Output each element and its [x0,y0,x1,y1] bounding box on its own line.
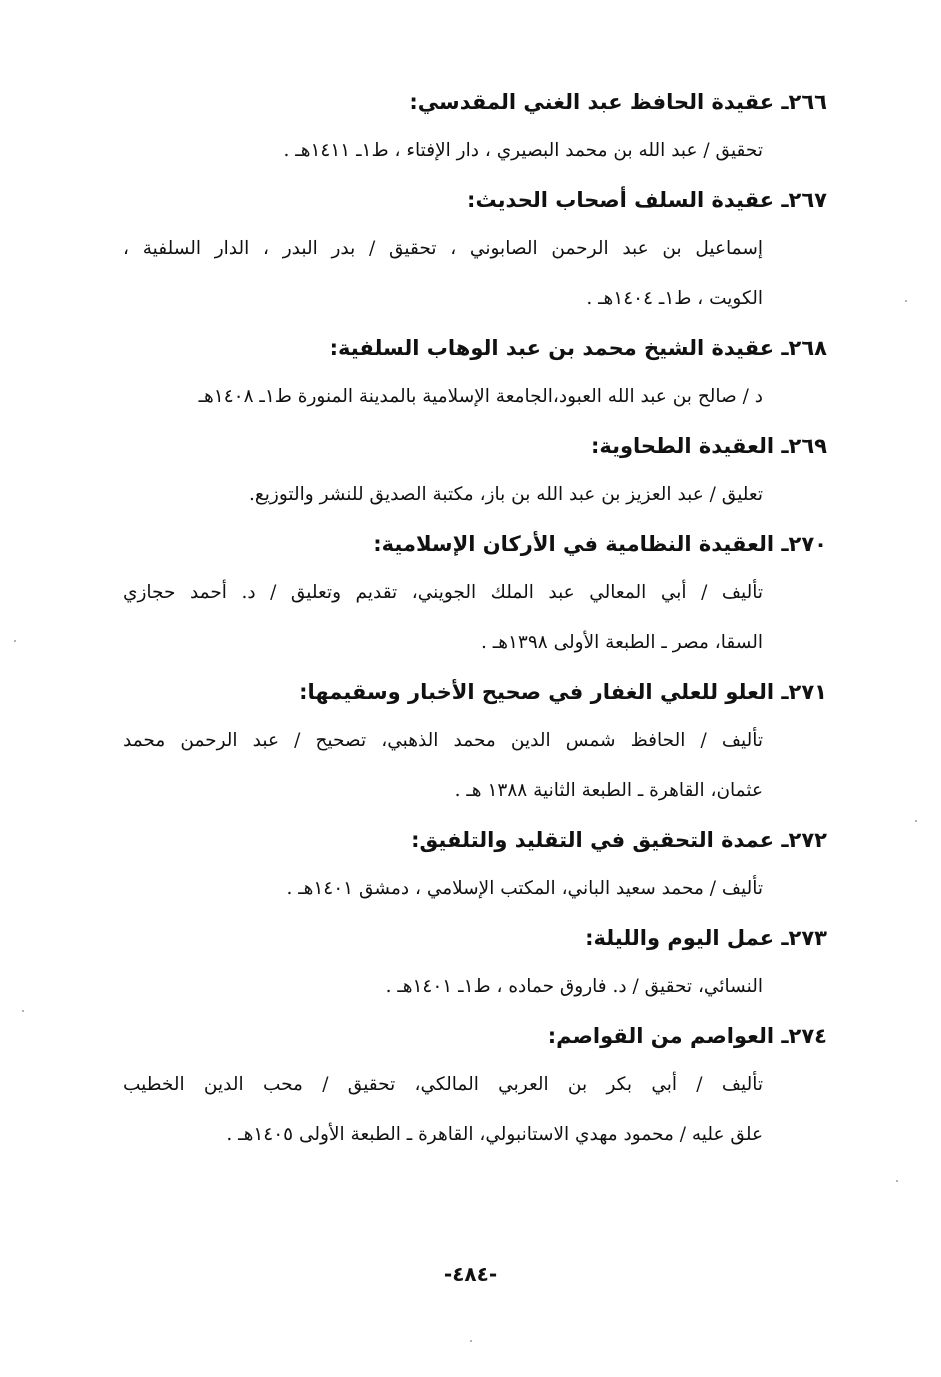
entry-heading: ٢٦٩ـ العقيدة الطحاوية: [590,434,827,458]
entry-detail-line: علق عليه / محمود مهدي الاستانبولي، القاهرة ـ الطبعة الأولى ١٤٠٥هـ . [226,1124,763,1145]
entry-detail-line: تحقيق / عبد الله بن محمد البصيري ، دار الإفتاء ، ط١ـ ١٤١١هـ . [283,140,763,161]
entry-273 [123,914,827,1012]
entry-heading: ٢٦٨ـ عقيدة الشيخ محمد بن عبد الوهاب السلفية: [329,336,827,360]
scan-speck [896,1180,898,1182]
entry-269 [123,422,827,520]
entry-272 [123,816,827,914]
entry-271 [123,668,827,816]
entry-detail-line: تأليف / الحافظ شمس الدين محمد الذهبي، تصحيح / عبد الرحمن محمد [123,730,763,751]
entry-268 [123,324,827,422]
entry-267 [123,176,827,324]
entry-heading: ٢٧١ـ العلو للعلي الغفار في صحيح الأخبار وسقيمها: [299,680,827,704]
entry-heading: ٢٦٧ـ عقيدة السلف أصحاب الحديث: [467,188,827,212]
entry-detail-line: عثمان، القاهرة ـ الطبعة الثانية ١٣٨٨ هـ . [454,780,763,801]
entry-heading: ٢٧٤ـ العواصم من القواصم: [547,1024,827,1048]
entry-detail-line: النسائي، تحقيق / د. فاروق حماده ، ط١ـ ١٤٠١هـ . [385,976,763,997]
entry-detail-line: تأليف / أبي بكر بن العربي المالكي، تحقيق / محب الدين الخطيب [123,1074,763,1095]
scan-speck [905,300,907,302]
entry-detail-line: تعليق / عبد العزيز بن عبد الله بن باز، مكتبة الصديق للنشر والتوزيع. [249,484,763,505]
bibliography-list [123,78,827,1160]
entry-detail-line: السقا، مصر ـ الطبعة الأولى ١٣٩٨هـ . [481,632,763,653]
scan-speck [14,640,16,642]
entry-heading: ٢٧٣ـ عمل اليوم والليلة: [585,926,827,950]
scan-speck [915,820,917,822]
page-number: -٤٨٤- [443,1262,498,1286]
entry-270 [123,520,827,668]
entry-274 [123,1012,827,1160]
entry-detail-line: تأليف / محمد سعيد الباني، المكتب الإسلامي ، دمشق ١٤٠١هـ . [286,878,763,899]
scan-speck [22,1010,24,1012]
scan-speck [470,1340,472,1342]
entry-266 [123,78,827,176]
entry-detail-line: إسماعيل بن عبد الرحمن الصابوني ، تحقيق / بدر البدر ، الدار السلفية ، [123,238,763,259]
entry-heading: ٢٧٢ـ عمدة التحقيق في التقليد والتلفيق: [411,828,827,852]
entry-detail-line: الكويت ، ط١ـ ١٤٠٤هـ . [586,288,763,309]
entry-detail-line: تأليف / أبي المعالي عبد الملك الجويني، تقديم وتعليق / د. أحمد حجازي [123,582,763,603]
entry-heading: ٢٧٠ـ العقيدة النظامية في الأركان الإسلامية: [373,532,827,556]
entry-detail-line: د / صالح بن عبد الله العبود،الجامعة الإسلامية بالمدينة المنورة ط١ـ ١٤٠٨هـ [198,386,763,407]
entry-heading: ٢٦٦ـ عقيدة الحافظ عبد الغني المقدسي: [409,90,827,114]
